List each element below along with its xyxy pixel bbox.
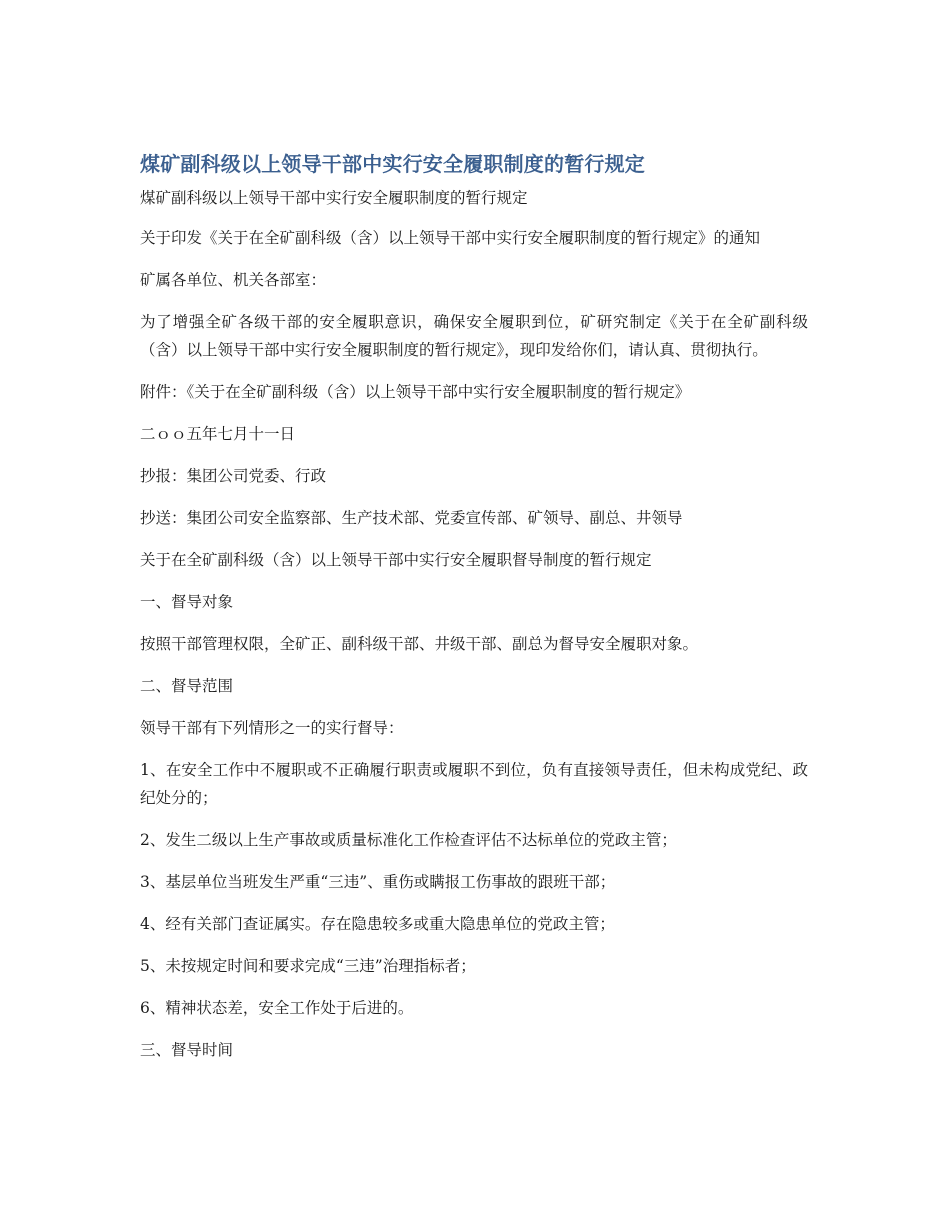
document-page [140, 150, 808, 1078]
notice-title-paragraph: 关于印发《关于在全矿副科级（含）以上领导干部中实行安全履职制度的暂行规定》的通知 [140, 229, 761, 247]
list-item: 1、在安全工作中不履职或不正确履行职责或履职不到位，负有直接领导责任，但未构成党纪、政纪处分的； [140, 761, 808, 807]
purpose-paragraph: 为了增强全矿各级干部的安全履职意识，确保安全履职到位，矿研究制定《关于在全矿副科级（含）以上领导干部中实行安全履职制度的暂行规定》，现印发给你们，请认真、贯彻执行。 [140, 313, 808, 359]
cc-report-paragraph: 抄报：集团公司党委、行政 [140, 467, 327, 485]
section-body: 按照干部管理权限，全矿正、副科级干部、井级干部、副总为督导安全履职对象。 [140, 635, 699, 653]
subtitle-paragraph: 煤矿副科级以上领导干部中实行安全履职制度的暂行规定 [140, 189, 528, 207]
cc-send-paragraph: 抄送：集团公司安全监察部、生产技术部、党委宣传部、矿领导、副总、井领导 [140, 509, 683, 527]
list-item: 4、经有关部门查证属实。存在隐患较多或重大隐患单位的党政主管； [140, 915, 615, 933]
date-paragraph: 二ｏｏ五年七月十一日 [140, 425, 296, 443]
recipients-paragraph: 矿属各单位、机关各部室： [140, 271, 327, 289]
list-item: 5、未按规定时间和要求完成“三违”治理指标者； [140, 957, 476, 975]
attachment-paragraph: 附件：《关于在全矿副科级（含）以上领导干部中实行安全履职制度的暂行规定》 [140, 383, 691, 401]
section-heading: 二、督导范围 [140, 677, 234, 695]
list-item: 2、发生二级以上生产事故或质量标准化工作检查评估不达标单位的党政主管； [140, 831, 677, 849]
regulation-title-paragraph: 关于在全矿副科级（含）以上领导干部中实行安全履职督导制度的暂行规定 [140, 551, 652, 569]
section-body: 领导干部有下列情形之一的实行督导： [140, 719, 404, 737]
section-heading: 三、督导时间 [140, 1041, 234, 1059]
list-item: 6、精神状态差，安全工作处于后进的。 [140, 999, 414, 1017]
list-item: 3、基层单位当班发生严重“三违”、重伤或瞒报工伤事故的跟班干部； [140, 873, 616, 891]
section-heading: 一、督导对象 [140, 593, 234, 611]
document-title: 煤矿副科级以上领导干部中实行安全履职制度的暂行规定 [140, 152, 645, 176]
